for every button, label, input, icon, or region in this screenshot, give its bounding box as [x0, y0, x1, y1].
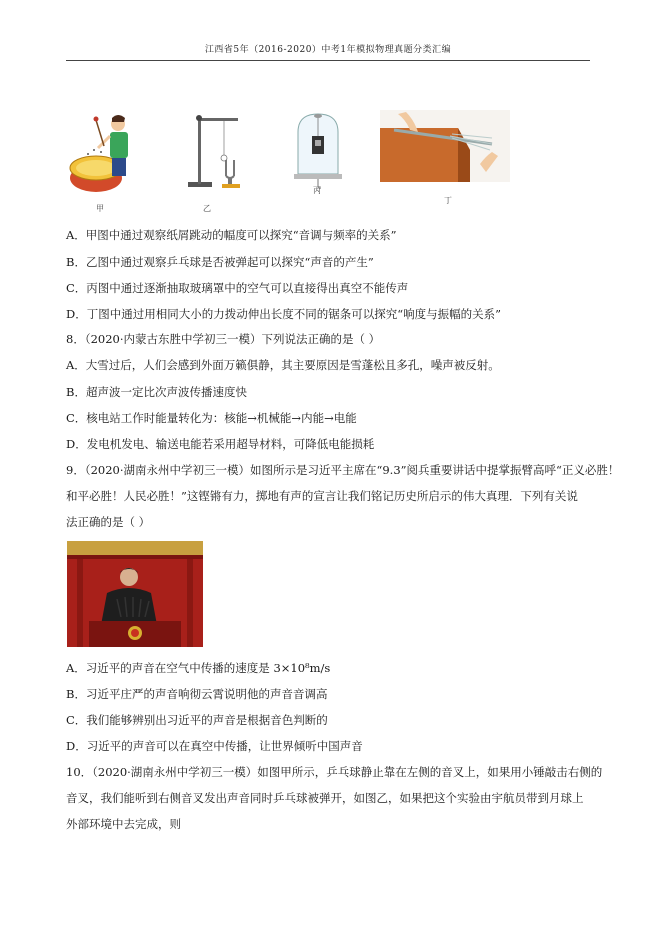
speech-photo: [67, 541, 203, 647]
q7-option-a: A．甲图中通过观察纸屑跳动的幅度可以探究“音调与频率的关系”: [66, 228, 397, 242]
caption-yi: 乙: [203, 204, 211, 213]
figure-jia: [68, 110, 138, 200]
q9-stem-line-1: 9．（2020·湖南永州中学初三一模）如图所示是习近平主席在“9.3”阅兵重要讲话中提掌振臂高呼“正义必胜！: [66, 463, 620, 477]
q9-option-a: A．习近平的声音在空气中传播的速度是 3×10⁸m/s: [66, 661, 331, 675]
q8-option-d: D．发电机发电、输送电能若采用超导材料，可降低电能损耗: [66, 437, 375, 451]
q9-stem-line-3: 法正确的是（ ）: [66, 515, 151, 529]
page-header: 江西省5年（2016-2020）中考1年模拟物理真题分类汇编: [204, 45, 452, 55]
q7-option-c: C．丙图中通过逐渐抽取玻璃罩中的空气可以直接得出真空不能传声: [66, 281, 409, 295]
q8-option-c: C．核电站工作时能量转化为：核能→机械能→内能→电能: [66, 411, 357, 425]
q8-option-b: B．超声波一定比次声波传播速度快: [66, 385, 247, 399]
q10-stem-line-3: 外部环境中去完成，则: [66, 817, 181, 831]
q9-option-d: D．习近平的声音可以在真空中传播，让世界倾听中国声音: [66, 739, 363, 753]
q7-option-d: D．丁图中通过用相同大小的力拨动伸出长度不同的锯条可以探究“响度与振幅的关系”: [66, 307, 501, 321]
caption-bing: 丙: [313, 186, 321, 195]
q8-option-a: A．大雪过后，人们会感到外面万籁俱静，其主要原因是雪蓬松且多孔，噪声被反射。: [66, 358, 500, 372]
figure-yi: [180, 110, 250, 192]
q10-stem-line-1: 10．（2020·湖南永州中学初三一模）如图甲所示，乒乓球静止靠在左侧的音叉上，如果用小锤敲击右侧的: [66, 765, 603, 779]
q7-option-b: B．乙图中通过观察乒乓球是否被弹起可以探究“声音的产生”: [66, 255, 374, 269]
q8-stem: 8．（2020·内蒙古东胜中学初三一模）下列说法正确的是（ ）: [66, 332, 381, 346]
figure-bing: [288, 108, 348, 190]
q9-option-c: C．我们能够辨别出习近平的声音是根据音色判断的: [66, 713, 328, 727]
figure-ding: [380, 110, 510, 182]
caption-ding: 丁: [444, 196, 452, 205]
caption-jia: 甲: [96, 204, 104, 213]
q9-stem-line-2: 和平必胜！人民必胜！”这铿锵有力，掷地有声的宣言让我们铭记历史所启示的伟大真理．下列有关说: [66, 489, 578, 503]
header-rule: [66, 60, 590, 61]
q10-stem-line-2: 音叉，我们能听到右侧音叉发出声音同时乒乓球被弹开，如图乙，如果把这个实验由宇航员带到月球上: [66, 791, 584, 805]
q9-option-b: B．习近平庄严的声音响彻云霄说明他的声音音调高: [66, 687, 328, 701]
